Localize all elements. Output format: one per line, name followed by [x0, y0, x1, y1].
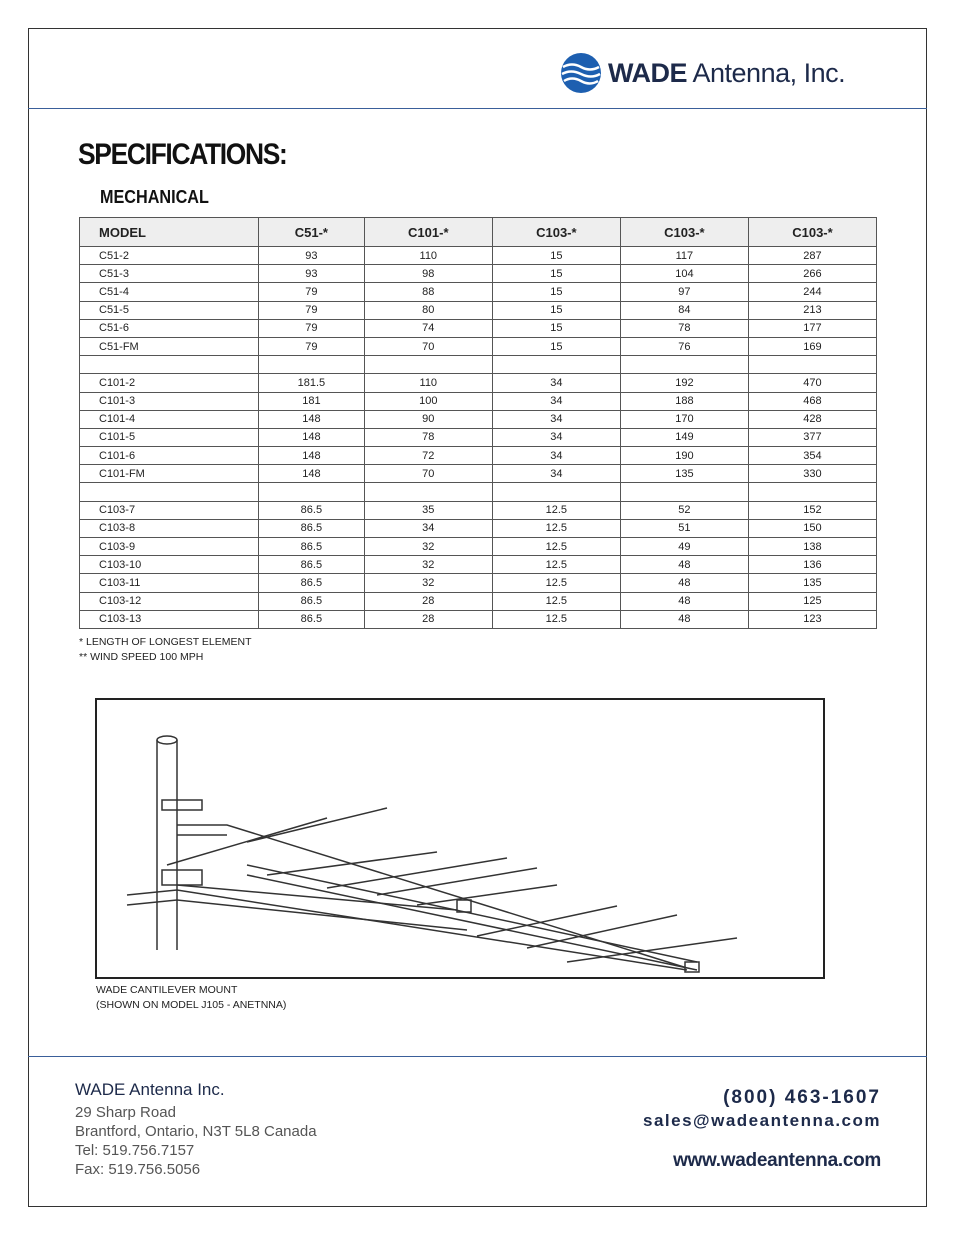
caption-line-2: (SHOWN ON MODEL J105 - ANETNNA) — [96, 999, 287, 1011]
section-title: MECHANICAL — [100, 187, 209, 207]
column-header: C103-* — [748, 218, 876, 247]
fax: Fax: 519.756.5056 — [75, 1161, 201, 1178]
value-cell: 70 — [364, 337, 492, 355]
column-header: C103-* — [492, 218, 620, 247]
brand-name: WADE Antenna, Inc. — [608, 57, 846, 88]
value-cell — [620, 483, 748, 501]
value-cell: 28 — [364, 592, 492, 610]
value-cell: 72 — [364, 447, 492, 465]
value-cell: 15 — [492, 301, 620, 319]
value-cell: 32 — [364, 538, 492, 556]
value-cell: 181.5 — [259, 374, 365, 392]
table-row — [80, 610, 877, 628]
value-cell: 84 — [620, 301, 748, 319]
value-cell: 93 — [259, 265, 365, 283]
value-cell: 148 — [259, 465, 365, 483]
model-cell: C103-8 — [80, 519, 259, 537]
value-cell: 86.5 — [259, 556, 365, 574]
table-row — [80, 501, 877, 519]
address-street: 29 Sharp Road — [75, 1104, 176, 1121]
value-cell: 86.5 — [259, 519, 365, 537]
value-cell: 86.5 — [259, 574, 365, 592]
value-cell: 104 — [620, 265, 748, 283]
email-link[interactable]: sales@wadeantenna.com — [643, 1111, 881, 1130]
value-cell: 79 — [259, 301, 365, 319]
table-row — [80, 465, 877, 483]
value-cell: 117 — [620, 247, 748, 265]
value-cell: 34 — [492, 410, 620, 428]
value-cell: 80 — [364, 301, 492, 319]
note-longest-element: * LENGTH OF LONGEST ELEMENT — [79, 636, 252, 648]
value-cell: 287 — [748, 247, 876, 265]
value-cell — [364, 356, 492, 374]
value-cell: 15 — [492, 319, 620, 337]
value-cell: 15 — [492, 283, 620, 301]
value-cell — [748, 483, 876, 501]
table-row — [80, 574, 877, 592]
specifications-table — [79, 217, 877, 629]
value-cell: 88 — [364, 283, 492, 301]
model-cell: C103-9 — [80, 538, 259, 556]
value-cell: 110 — [364, 247, 492, 265]
value-cell — [259, 483, 365, 501]
model-cell: C101-FM — [80, 465, 259, 483]
value-cell: 110 — [364, 374, 492, 392]
footer-contact — [643, 1087, 881, 1172]
table-row — [80, 592, 877, 610]
value-cell: 34 — [364, 519, 492, 537]
model-cell: C101-4 — [80, 410, 259, 428]
value-cell: 35 — [364, 501, 492, 519]
value-cell: 97 — [620, 283, 748, 301]
table-row — [80, 265, 877, 283]
caption-line-1: WADE CANTILEVER MOUNT — [96, 984, 238, 996]
model-cell — [80, 356, 259, 374]
value-cell: 48 — [620, 556, 748, 574]
value-cell: 51 — [620, 519, 748, 537]
value-cell: 12.5 — [492, 501, 620, 519]
table-row — [80, 519, 877, 537]
value-cell: 428 — [748, 410, 876, 428]
value-cell: 148 — [259, 447, 365, 465]
value-cell: 148 — [259, 410, 365, 428]
value-cell: 98 — [364, 265, 492, 283]
table-row — [80, 247, 877, 265]
model-cell: C51-4 — [80, 283, 259, 301]
value-cell: 125 — [748, 592, 876, 610]
value-cell: 15 — [492, 265, 620, 283]
footer-rule — [28, 1056, 927, 1057]
model-cell: C101-6 — [80, 447, 259, 465]
figure-caption — [96, 983, 286, 1013]
value-cell: 76 — [620, 337, 748, 355]
value-cell: 244 — [748, 283, 876, 301]
value-cell: 136 — [748, 556, 876, 574]
company-logo — [560, 52, 845, 94]
value-cell: 90 — [364, 410, 492, 428]
value-cell: 79 — [259, 319, 365, 337]
table-row — [80, 283, 877, 301]
column-header-model: MODEL — [80, 218, 259, 247]
value-cell: 15 — [492, 247, 620, 265]
value-cell: 32 — [364, 574, 492, 592]
value-cell: 34 — [492, 428, 620, 446]
value-cell: 70 — [364, 465, 492, 483]
value-cell: 192 — [620, 374, 748, 392]
value-cell: 135 — [620, 465, 748, 483]
value-cell: 150 — [748, 519, 876, 537]
value-cell — [492, 356, 620, 374]
value-cell: 266 — [748, 265, 876, 283]
note-wind-speed: ** WIND SPEED 100 MPH — [79, 651, 204, 663]
value-cell: 86.5 — [259, 501, 365, 519]
value-cell: 86.5 — [259, 592, 365, 610]
table-row — [80, 410, 877, 428]
value-cell: 48 — [620, 574, 748, 592]
phone-number[interactable]: (800) 463-1607 — [723, 1087, 881, 1108]
value-cell: 169 — [748, 337, 876, 355]
value-cell: 78 — [620, 319, 748, 337]
value-cell: 34 — [492, 447, 620, 465]
value-cell: 138 — [748, 538, 876, 556]
value-cell: 34 — [492, 374, 620, 392]
value-cell: 170 — [620, 410, 748, 428]
model-cell: C103-11 — [80, 574, 259, 592]
model-cell: C103-10 — [80, 556, 259, 574]
value-cell — [492, 483, 620, 501]
value-cell: 12.5 — [492, 519, 620, 537]
value-cell: 181 — [259, 392, 365, 410]
value-cell: 12.5 — [492, 556, 620, 574]
value-cell: 52 — [620, 501, 748, 519]
value-cell: 12.5 — [492, 610, 620, 628]
value-cell: 12.5 — [492, 592, 620, 610]
value-cell: 377 — [748, 428, 876, 446]
value-cell: 135 — [748, 574, 876, 592]
value-cell: 93 — [259, 247, 365, 265]
value-cell: 28 — [364, 610, 492, 628]
value-cell: 149 — [620, 428, 748, 446]
table-row — [80, 428, 877, 446]
value-cell: 100 — [364, 392, 492, 410]
model-cell: C101-2 — [80, 374, 259, 392]
table-notes — [79, 635, 252, 665]
value-cell: 48 — [620, 610, 748, 628]
table-row — [80, 301, 877, 319]
table-row — [80, 483, 877, 501]
footer-address — [75, 1080, 317, 1179]
model-cell: C103-13 — [80, 610, 259, 628]
column-header: C101-* — [364, 218, 492, 247]
model-cell: C51-3 — [80, 265, 259, 283]
value-cell: 48 — [620, 592, 748, 610]
value-cell: 470 — [748, 374, 876, 392]
website-link[interactable]: www.wadeantenna.com — [673, 1150, 881, 1171]
cantilever-mount-drawing — [97, 700, 823, 977]
value-cell: 86.5 — [259, 610, 365, 628]
value-cell: 79 — [259, 337, 365, 355]
value-cell: 123 — [748, 610, 876, 628]
address-city: Brantford, Ontario, N3T 5L8 Canada — [75, 1123, 317, 1140]
table-row — [80, 374, 877, 392]
value-cell: 148 — [259, 428, 365, 446]
value-cell: 188 — [620, 392, 748, 410]
value-cell: 12.5 — [492, 538, 620, 556]
value-cell — [620, 356, 748, 374]
table-row — [80, 447, 877, 465]
model-cell: C51-5 — [80, 301, 259, 319]
antenna-illustration — [95, 698, 825, 979]
value-cell: 213 — [748, 301, 876, 319]
table-row — [80, 337, 877, 355]
telephone: Tel: 519.756.7157 — [75, 1142, 195, 1159]
column-header: C103-* — [620, 218, 748, 247]
table-row — [80, 556, 877, 574]
value-cell: 190 — [620, 447, 748, 465]
model-cell: C101-5 — [80, 428, 259, 446]
value-cell: 15 — [492, 337, 620, 355]
value-cell — [364, 483, 492, 501]
value-cell: 12.5 — [492, 574, 620, 592]
model-cell: C103-7 — [80, 501, 259, 519]
column-header: C51-* — [259, 218, 365, 247]
table-row — [80, 538, 877, 556]
value-cell: 49 — [620, 538, 748, 556]
company-name: WADE Antenna Inc. — [75, 1080, 225, 1099]
value-cell — [259, 356, 365, 374]
value-cell: 74 — [364, 319, 492, 337]
value-cell: 34 — [492, 392, 620, 410]
value-cell: 177 — [748, 319, 876, 337]
value-cell: 79 — [259, 283, 365, 301]
value-cell: 152 — [748, 501, 876, 519]
model-cell: C101-3 — [80, 392, 259, 410]
value-cell — [748, 356, 876, 374]
value-cell: 354 — [748, 447, 876, 465]
table-row — [80, 392, 877, 410]
wave-globe-icon — [560, 52, 602, 94]
table-row — [80, 319, 877, 337]
page-title: SPECIFICATIONS: — [78, 138, 287, 171]
value-cell: 78 — [364, 428, 492, 446]
table-row — [80, 356, 877, 374]
value-cell: 468 — [748, 392, 876, 410]
model-cell — [80, 483, 259, 501]
value-cell: 86.5 — [259, 538, 365, 556]
model-cell: C51-FM — [80, 337, 259, 355]
table-header-row — [80, 218, 877, 247]
value-cell: 34 — [492, 465, 620, 483]
model-cell: C103-12 — [80, 592, 259, 610]
value-cell: 330 — [748, 465, 876, 483]
model-cell: C51-6 — [80, 319, 259, 337]
value-cell: 32 — [364, 556, 492, 574]
header-rule — [28, 108, 927, 109]
model-cell: C51-2 — [80, 247, 259, 265]
